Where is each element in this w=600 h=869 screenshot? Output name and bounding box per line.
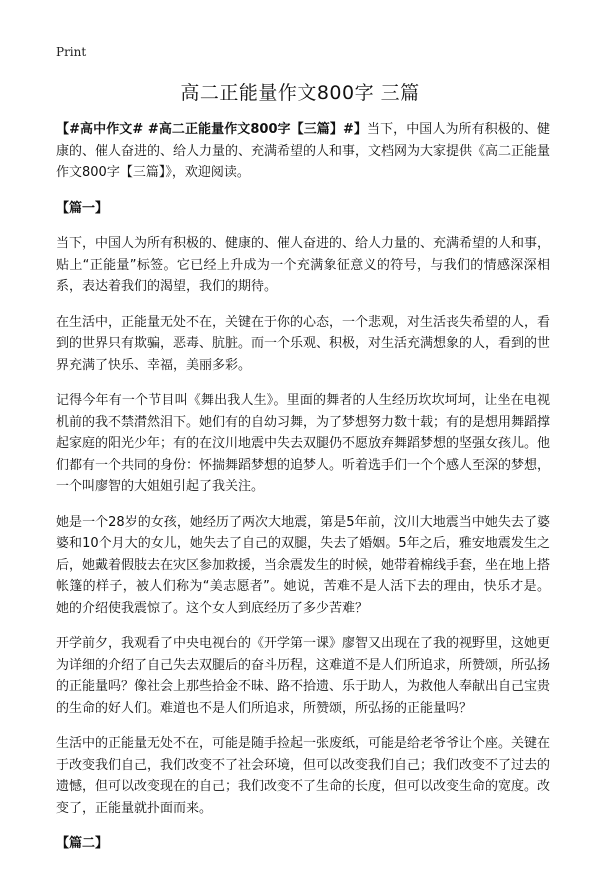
print-link[interactable]: Print bbox=[56, 45, 87, 59]
section-heading-1: 【篇一】 bbox=[56, 200, 109, 216]
paragraph: 生活中的正能量无处不在，可能是随手捡起一张废纸，可能是给老爷爷让个座。关键在于改变我们自己，我们改变不了社会环境，但可以改变我们自己；我们改变不了过去的遗憾，但可以改变现在的自己；我们改变不了生命的长度，但可以改变生命的宽度。改变了，正能量就扑面而来。 bbox=[56, 736, 551, 816]
intro-paragraph bbox=[56, 119, 550, 184]
paragraph: 她是一个28岁的女孩，她经历了两次大地震，第是5年前，汶川大地震当中她失去了婆婆和10个月大的女儿，她失去了自己的双腿，失去了婚姻。5年之后，雅安地震发生之后，她戴着假肢去在灾区参加救援，当余震发生的时候，她带着棉线手套，坐在地上搭帐篷的样子，被人们称为“美志愿者”。她说，苦难不是人活下去的理由，快乐才是。她的介绍使我震惊了。这个女人到底经历了多少苦难？ bbox=[56, 514, 551, 616]
intro-text: 当下，中国人为所有积极的、健康的、催人奋进的、给人力量的、充满希望的人和事，文档网为大家提供《高二正能量作文800字【三篇】》，欢迎阅读。 bbox=[56, 122, 551, 180]
paragraph: 记得今年有一个节目叫《舞出我人生》。里面的舞者的人生经历坎坎坷坷，让坐在电视机前的我不禁潸然泪下。她们有的自幼习舞，为了梦想努力数十载；有的是想用舞蹈撑起家庭的阳光少年；有的在汶川地震中失去双腿仍不愿放弃舞蹈梦想的坚强女孩儿。他们都有一个共同的身份：怀揣舞蹈梦想的追梦人。听着选手们一个个感人至深的梦想，一个叫廖智的大姐姐引起了我关注。 bbox=[56, 393, 551, 494]
section-heading-2: 【篇二】 bbox=[56, 836, 109, 851]
intro-tag: 【#高中作文# #高二正能量作文800字【三篇】#】 bbox=[56, 122, 367, 137]
page-title: 高二正能量作文800字 三篇 bbox=[180, 82, 420, 104]
paragraph: 当下，中国人为所有积极的、健康的、催人奋进的、给人力量的、充满希望的人和事，贴上“正能量”标签。它已经上升成为一个充满象征意义的符号，与我们的情感深深相系，表达着我们的渴望，我们的期待。 bbox=[56, 236, 551, 294]
paragraph: 在生活中，正能量无处不在，关键在于你的心态，一个悲观，对生活丧失希望的人，看到的世界只有欺骗，恶毒、肮脏。而一个乐观、积极，对生活充满想象的人，看到的世界充满了快乐、幸福，美丽多彩。 bbox=[56, 314, 551, 373]
article-body bbox=[56, 119, 550, 869]
paragraph: 开学前夕，我观看了中央电视台的《开学第一课》廖智又出现在了我的视野里，这她更为详细的介绍了自己失去双腿后的奋斗历程，这难道不是人们所追求，所赞颂，所弘扬的正能量吗？像社会上那些拾金不昧、路不拾遗、乐于助人，为救他人奉献出自己宝贵的生命的好人们。难道也不是人们所追求，所赞颂，所弘扬的正能量吗？ bbox=[56, 636, 551, 716]
